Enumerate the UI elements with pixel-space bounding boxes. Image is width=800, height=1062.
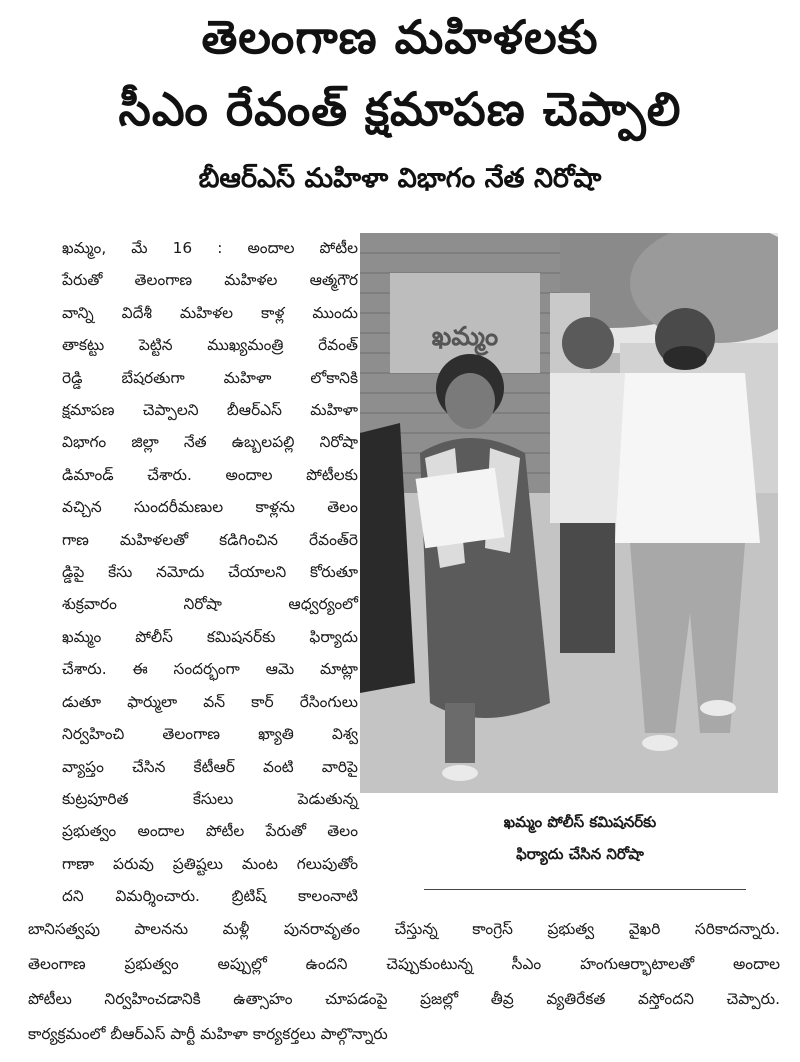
subheadline: బీఆర్ఎస్ మహిళా విభాగం నేత నిరోషా: [198, 163, 602, 194]
caption-divider: [424, 889, 746, 890]
article-column-text: [62, 232, 358, 913]
article-line: శుక్రవారం నిరోషా ఆధ్వర్యంలో: [62, 595, 358, 614]
article-line: రెడ్డి బేషరతుగా మహిళా లోకానికి: [62, 368, 358, 387]
article-line: పేరుతో తెలంగాణ మహిళల ఆత్మగౌర: [62, 271, 358, 290]
article-line: నిర్వహించి తెలంగాణ ఖ్యాతి విశ్వ: [62, 725, 358, 744]
headline-line-2: సీఎం రేవంత్ క్షమాపణ చెప్పాలి: [118, 82, 682, 136]
article-line: కార్యక్రమంలో బీఆర్ఎస్ పార్టీ మహిళా కార్యకర్తలు పాల్గొన్నారు: [28, 1025, 388, 1043]
article-line: వాన్ని విదేశీ మహిళల కాళ్ల ముందు: [62, 303, 358, 322]
article-line: విభాగం జిల్లా నేత ఉబ్బలపల్లి నిరోషా: [62, 433, 358, 452]
photo-caption-line-2: ఫిర్యాదు చేసిన నిరోషా: [516, 845, 644, 863]
news-photo: [360, 233, 778, 793]
headline-line-1: తెలంగాణ మహిళలకు: [201, 10, 599, 64]
article-line: ఖమ్మం, మే 16 : అందాల పోటీల: [62, 239, 358, 257]
article-line: డ్డిపై కేసు నమోదు చేయాలని కోరుతూ: [62, 563, 358, 582]
article-line: ఖమ్మం పోలీస్ కమిషనర్‌కు ఫిర్యాదు: [62, 627, 358, 646]
article-line: దని విమర్శించారు. బ్రిటిష్ కాలంనాటి: [62, 887, 358, 906]
article-line: తాకట్టు పెట్టిన ముఖ్యమంత్రి రేవంత్: [62, 336, 358, 355]
photo-caption-line-1: ఖమ్మం పోలీస్ కమిషనర్‌కు: [503, 813, 657, 831]
article-line: ప్రభుత్వం అందాల పోటీల పేరుతో తెలం: [62, 822, 358, 841]
article-line: డిమాండ్ చేశారు. అందాల పోటీలకు: [62, 465, 358, 484]
article-line: చేశారు. ఈ సందర్భంగా ఆమె మాట్లా: [62, 660, 358, 679]
article-line: గాణా పరువు ప్రతిష్టలు మంట గలుపుతోం: [62, 854, 358, 873]
article-line: గాణ మహిళలతో కడిగించిన రేవంత్‌రె: [62, 530, 358, 549]
article-line: తెలంగాణ ప్రభుత్వం అప్పుల్లో ఉందని చెప్పుకుంటున్న సీఎం హంగుఆర్భాటాలతో అందాల: [28, 955, 780, 973]
article-line: క్షమాపణ చెప్పాలని బీఆర్ఎస్ మహిళా: [62, 401, 358, 420]
article-full-width-text: [28, 912, 780, 1052]
article-line: కుట్రపూరిత కేసులు పెడుతున్న: [62, 789, 358, 808]
article-line: వచ్చిన సుందరీమణుల కాళ్లను తెలం: [62, 498, 358, 517]
article-line: వ్యాప్తం చేసిన కేటీఆర్ వంటి వారిపై: [62, 757, 358, 776]
article-line: డుతూ ఫార్ములా వన్ కార్ రేసింగులు: [62, 692, 358, 711]
article-line: పోటీలు నిర్వహించడానికి ఉత్సాహం చూపడంపై ప్రజల్లో తీవ్ర వ్యతిరేకత వస్తోందని చెప్పారు.: [28, 990, 780, 1008]
article-line: బానిసత్వపు పాలనను మళ్లీ పునరావృతం చేస్తున్న కాంగ్రెస్ ప్రభుత్వ వైఖరి సరికాదన్నారు.: [28, 920, 780, 938]
news-photo-illustration: [360, 233, 778, 793]
wall-sign-text: ఖమ్మం: [431, 322, 499, 352]
